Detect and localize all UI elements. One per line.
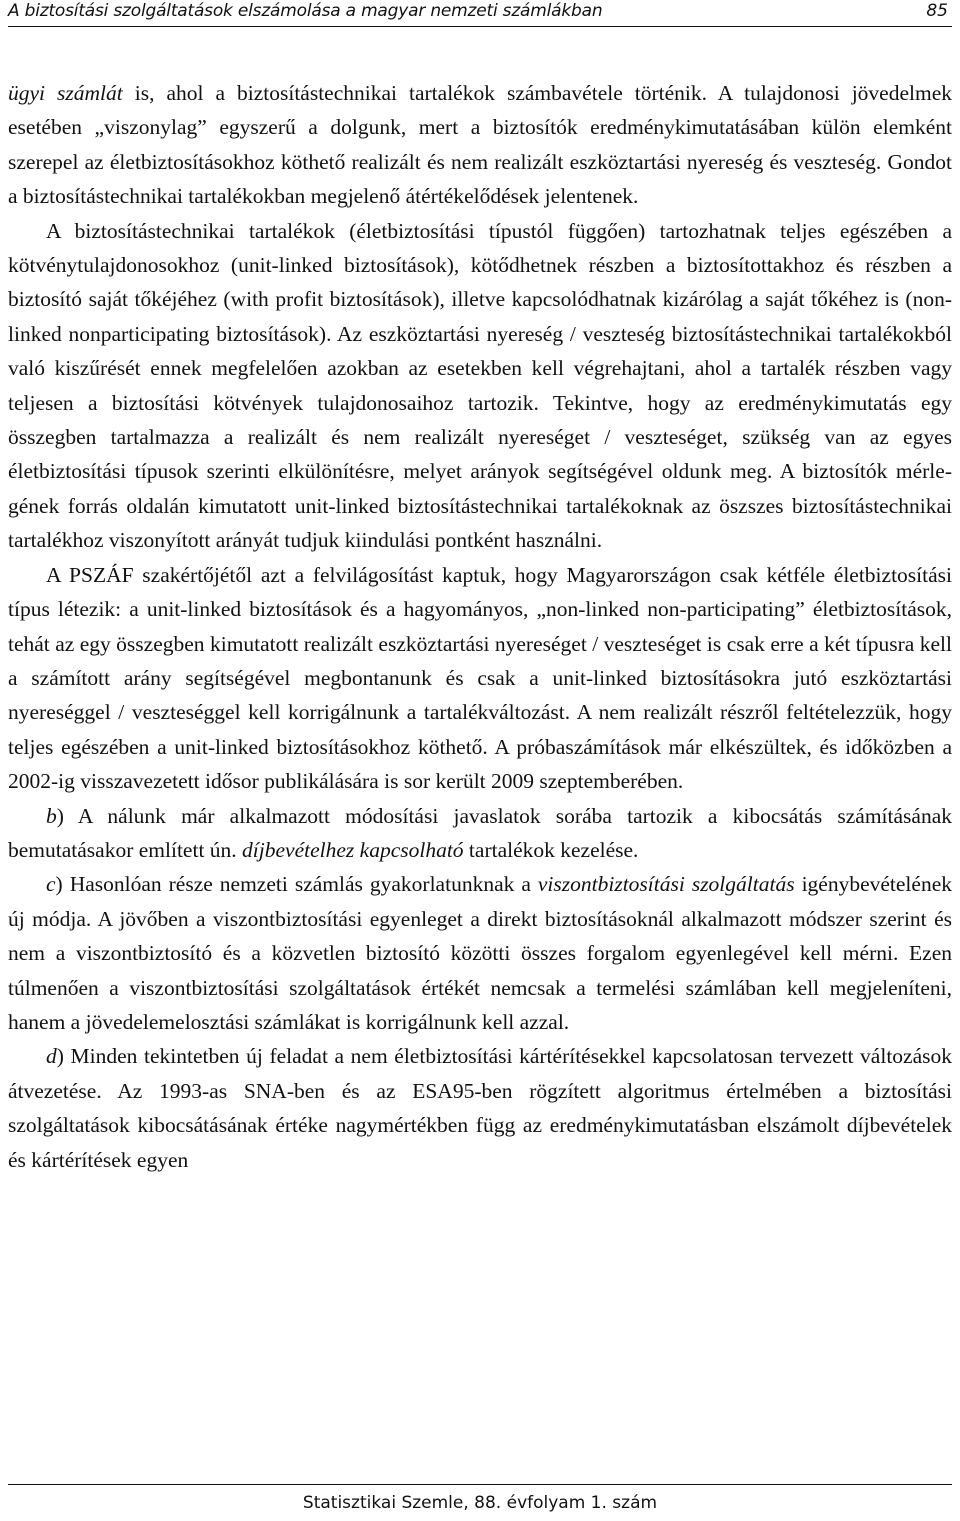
- footer-rule: [8, 1484, 952, 1485]
- text-run: ) Hasonlóan része nemzeti számlás gyakorlatunknak a: [55, 872, 538, 897]
- text-run: A PSZÁF szakértőjétől azt a felvilágosítást kaptuk, hogy Magyarországon csak kétféle életbiztosítási típus létezik: a unit-linked biztosítások és a hagyományos, „non-linked non-participating” életbiztosítások, tehát az egy összegben kimutatott realizált eszköztartási nyereséget / veszteséget is csak erre a két típusra kell a számított arány segítségével megbontanunk és csak a unit-linked biztosításokra jutó eszköztartási nyereséggel / veszteséggel kell korrigálnunk a tartalékváltozást. A nem realizált részről feltételezzük, hogy teljes egészében a unit-linked biztosításokhoz köthető. A próbaszámítások már elkészültek, és időközben a 2002-ig visszavezetett idősor publikálására is sor került 2009 szeptemberében.: [8, 562, 952, 794]
- header-title: A biztosítási szolgáltatások elszámolása a magyar nemzeti számlákban: [8, 1, 603, 21]
- paragraph: [8, 214, 952, 558]
- text-run: ) Minden tekintetben új feladat a nem életbiztosítási kártérítésekkel kapcsolatosan tervezett változások átvezetése. Az 1993-as SNA-ben és az ESA95-ben rögzített algoritmus értelmében a biztosítási szolgáltatások kibocsátásának értéke nagymértékben függ az eredménykimutatásban elszámolt díjbevételek és kártérítések egyen: [8, 1044, 952, 1172]
- italic-text-run: b: [46, 803, 57, 828]
- text-run: ) A nálunk már alkalmazott módosítási javaslatok sorába tartozik a kibocsátás számításának bemutatásakor említett ún.: [8, 803, 952, 862]
- paragraph: [8, 1039, 952, 1177]
- header-rule: [8, 26, 952, 27]
- text-run: igénybevételének új módja. A jövőben a viszontbiztosítási egyenleget a direkt biztosításoknál alkalmazott módszer szerint és nem a viszontbiztosító és a közvetlen biztosító közötti összes forgalom egyenlegével kell mérni. Ezen túlmenően a viszontbiztosítási szolgáltatások értékét nemcsak a termelési számlában kell megjeleníteni, hanem a jövedelemelosztási számlákat is korrigálnunk kell azzal.: [8, 872, 952, 1034]
- text-run: tartalékok kezelése.: [463, 837, 639, 862]
- italic-text-run: d: [46, 1044, 57, 1069]
- page-number: 85: [926, 1, 948, 21]
- paragraph: [8, 799, 952, 868]
- paragraph: [8, 558, 952, 799]
- text-run: A biztosítástechnikai tartalékok (életbiztosítási típustól függően) tartozhatnak teljes egészében a kötvénytulajdonosokhoz (unit-linked biztosítások), kötődhetnek részben a biztosítottakhoz és részben a biztosító saját tőkéjéhez (with profit biztosítások), illetve kapcsolódhatnak kizárólag a saját tőkéhez is (non-linked nonparticipating biztosítások). Az eszköztartási nyereség / veszteség biztosítástechnikai tartalékokból való kiszűrését ennek megfelelően azokban az esetekben kell végrehajtani, ahol a tartalék részben vagy teljesen a biztosítási kötvények tulajdonosaihoz tartozik. Tekintve, hogy az eredménykimutatás egy összegben tartalmazza a realizált és nem realizált nyereséget / veszteséget, szükség van az egyes életbiztosítási típusok szerinti elkülönítésre, melyet arányok segítségével oldunk meg. A biztosítók mérlegének forrás oldalán kimutatott unit-linked biztosítástechnikai tartalékoknak az öszszes biztosítástechnikai tartalékhoz viszonyított arányát tudjuk kiindulási pontként használni.: [8, 218, 952, 553]
- paragraph: [8, 867, 952, 1039]
- paragraph: [8, 76, 952, 214]
- running-header: [8, 0, 952, 26]
- italic-text-run: viszontbiztosítási szolgáltatás: [537, 872, 795, 897]
- footer-journal: Statisztikai Szemle, 88. évfolyam 1. szám: [302, 1493, 658, 1513]
- body-text: [8, 76, 952, 1177]
- italic-text-run: díjbevételhez kapcsolható: [242, 837, 464, 862]
- text-run: is, ahol a biztosítástechnikai tartalékok számbavétele történik. A tulajdonosi jövedelmek esetében „viszonylag” egyszerű a dolgunk, mert a biztosítók eredménykimutatásában külön elemként szerepel az életbiztosításokhoz köthető realizált és nem realizált eszköztartási nyereség és veszteség. Gondot a biztosítástechnikai tartalékokban megjelenő átértékelődések jelentenek.: [8, 81, 952, 209]
- italic-text-run: c: [46, 872, 56, 897]
- italic-text-run: ügyi számlát: [8, 81, 123, 105]
